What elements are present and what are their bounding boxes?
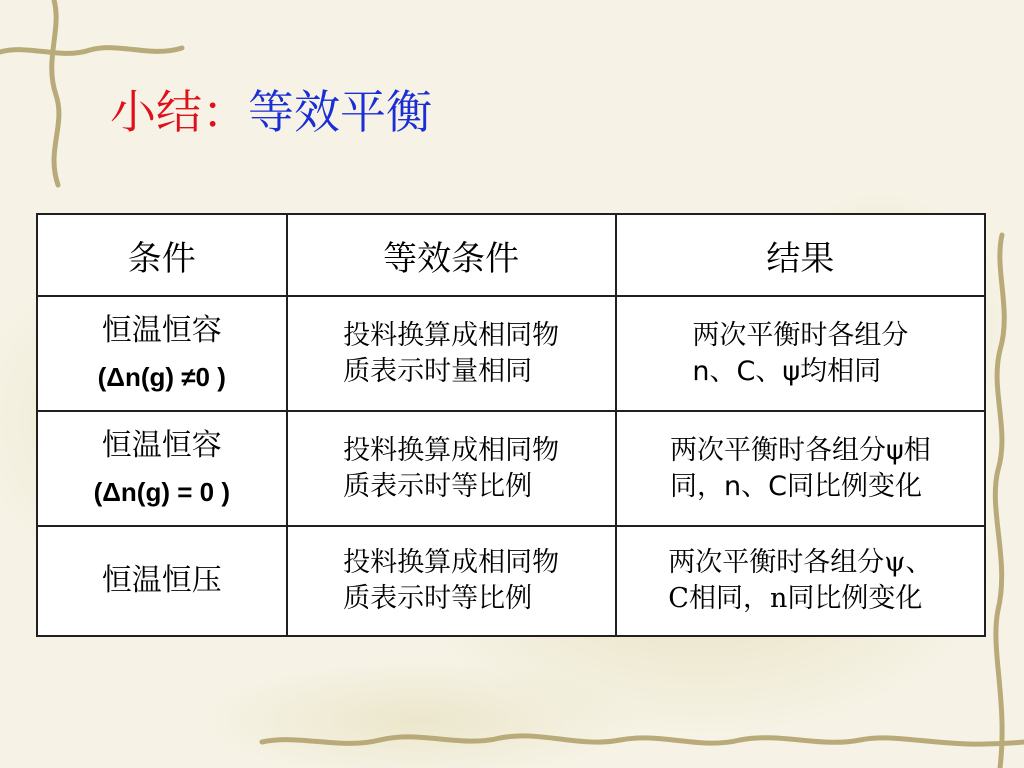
- page-title: [110, 82, 432, 142]
- title-prefix: 小结: [110, 85, 202, 139]
- condition-cell: [37, 526, 287, 636]
- condition-sub: (Δn(g) ≠0 ): [97, 361, 226, 392]
- condition-label: 恒温恒容: [101, 427, 222, 463]
- header-equivalence: 等效条件: [287, 214, 616, 296]
- table-row: [37, 296, 985, 411]
- result-line-2: n、C、ψ均相同: [692, 355, 882, 387]
- condition-label: 恒温恒压: [101, 563, 222, 598]
- condition-label: 恒温恒容: [101, 312, 222, 348]
- header-condition: 条件: [37, 214, 287, 296]
- result-text: [670, 433, 931, 505]
- equivalence-line-2: 质表示时等比例: [343, 470, 533, 502]
- header-result: 结果: [616, 214, 985, 296]
- result-line-2: 同，n、C同比例变化: [669, 470, 922, 502]
- equivalence-cell: [287, 296, 616, 411]
- result-line-2: C相同，n同比例变化: [668, 583, 923, 614]
- result-text: [692, 318, 908, 390]
- equivalence-cell: [287, 411, 616, 526]
- summary-table: [36, 213, 986, 637]
- result-cell: [616, 296, 985, 411]
- equivalence-line-1: 投料换算成相同物: [343, 547, 560, 578]
- equivalence-text: [343, 545, 559, 617]
- result-line-1: 两次平衡时各组分ψ相: [669, 434, 931, 466]
- table-row: [37, 526, 985, 636]
- result-cell: [616, 411, 985, 526]
- title-topic: 等效平衡: [248, 85, 432, 139]
- title-colon: ：: [202, 85, 248, 139]
- equivalence-line-1: 投料换算成相同物: [343, 434, 560, 466]
- equivalence-line-2: 质表示时量相同: [343, 355, 533, 387]
- condition-cell: [37, 296, 287, 411]
- table-row: [37, 411, 985, 526]
- table-header-row: [37, 214, 985, 296]
- equivalence-text: [343, 318, 559, 390]
- equivalence-line-2: 质表示时等比例: [343, 583, 533, 614]
- equivalence-text: [343, 433, 559, 505]
- condition-cell: [37, 411, 287, 526]
- result-line-1: 两次平衡时各组分: [692, 319, 909, 351]
- result-line-1: 两次平衡时各组分ψ、: [668, 547, 933, 578]
- result-cell: [616, 526, 985, 636]
- equivalence-line-1: 投料换算成相同物: [343, 319, 560, 351]
- result-text: [668, 545, 932, 617]
- condition-sub: (Δn(g) = 0 ): [93, 476, 230, 507]
- equivalence-cell: [287, 526, 616, 636]
